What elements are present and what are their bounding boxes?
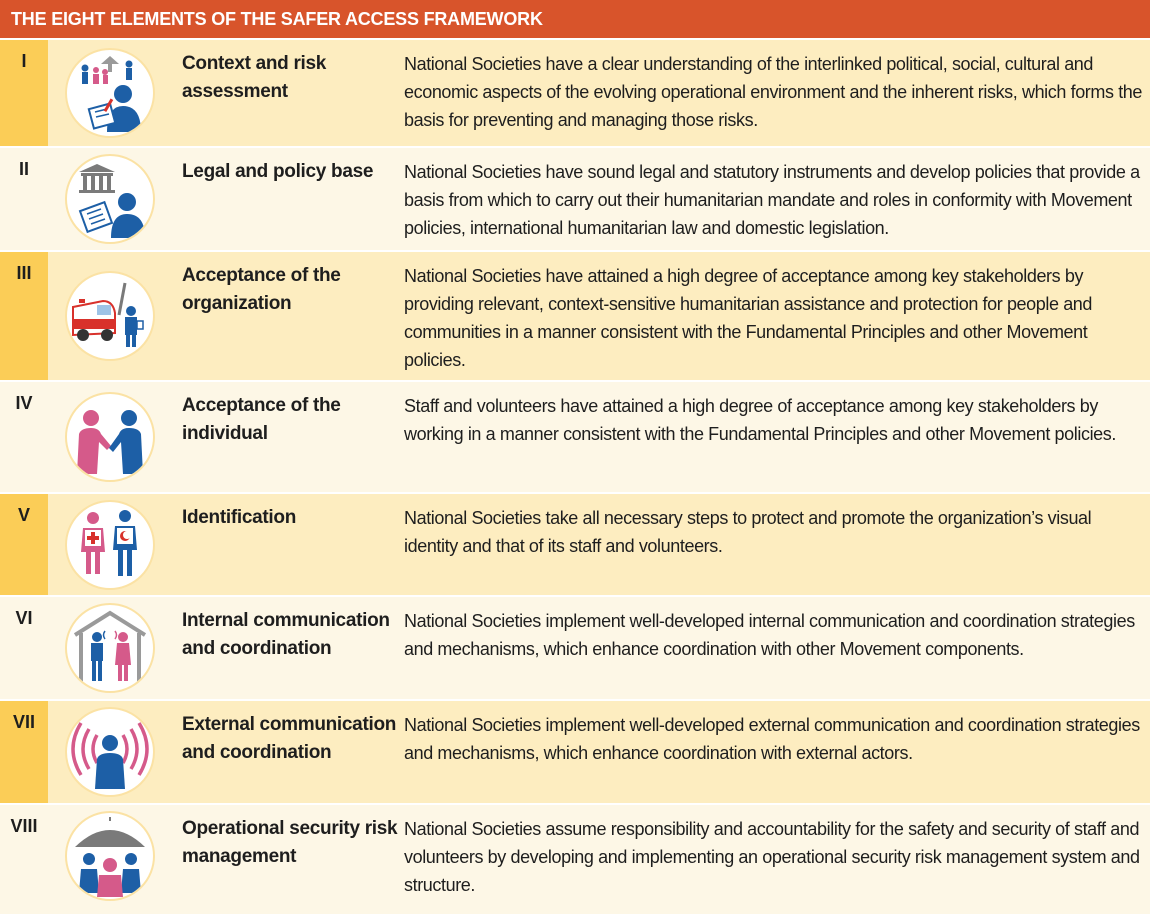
table-row: [0, 494, 1150, 595]
element-title: Context and risk assessment: [182, 53, 327, 102]
table-header: [0, 0, 1150, 38]
umbrella-protection-icon: [48, 805, 172, 906]
row-numeral: III: [0, 252, 48, 380]
element-description: National Societies have attained a high degree of acceptance among key stakeholders by providing relevant, context-sensitive humanitarian assistance and protection for people and communities in a manner consistent with the Fundamental Principles and other Movement policies.: [404, 266, 1093, 370]
row-numeral: V: [0, 494, 48, 595]
legal-policy-base-icon: [48, 148, 172, 250]
table-row: [0, 148, 1150, 250]
internal-communication-icon: [48, 597, 172, 699]
row-numeral: VI: [0, 597, 48, 699]
table-title: THE EIGHT ELEMENTS OF THE SAFER ACCESS FRAMEWORK: [11, 9, 543, 29]
element-title: Operational security risk management: [182, 818, 398, 867]
element-description: National Societies have sound legal and statutory instruments and develop policies that provide a basis from which to carry out their humanitarian mandate and roles in conformity with Movement policies, international humanitarian law and domestic legislation.: [404, 162, 1140, 238]
element-title: External communication and coordination: [182, 714, 397, 763]
external-communication-icon: [48, 701, 172, 803]
row-numeral: I: [0, 40, 48, 146]
row-numeral: IV: [0, 382, 48, 492]
element-description: National Societies implement well-developed internal communication and coordination strategies and mechanisms, which enhance coordination with other Movement components.: [404, 611, 1135, 659]
table-row: [0, 805, 1150, 914]
element-title: Acceptance of the individual: [182, 395, 341, 444]
element-description: National Societies implement well-developed external communication and coordination strategies and mechanisms, which enhance coordination with external actors.: [404, 715, 1140, 763]
row-numeral: II: [0, 148, 48, 250]
element-title: Identification: [182, 507, 297, 528]
table-row: [0, 597, 1150, 699]
row-numeral: VII: [0, 701, 48, 803]
element-title: Acceptance of the organization: [182, 265, 341, 314]
handshake-icon: [48, 382, 172, 492]
red-cross-crescent-volunteers-icon: [48, 494, 172, 595]
table-row: [0, 40, 1150, 146]
element-description: National Societies have a clear understanding of the interlinked political, social, cultural and economic aspects of the evolving operational environment and the inherent risks, which forms the basis for preventing and managing those risks.: [404, 54, 1143, 130]
element-title: Internal communication and coordination: [182, 610, 390, 659]
element-description: Staff and volunteers have attained a high degree of acceptance among key stakeholders by working in a manner consistent with the Fundamental Principles and other Movement policies.: [404, 396, 1116, 444]
row-numeral: VIII: [0, 805, 48, 906]
element-description: National Societies take all necessary steps to protect and promote the organization’s visual identity and that of its staff and volunteers.: [404, 508, 1092, 556]
element-title: Legal and policy base: [182, 161, 374, 182]
table-row: [0, 382, 1150, 492]
table-row: [0, 252, 1150, 380]
element-description: National Societies assume responsibility and accountability for the safety and security of staff and volunteers by developing and implementing an operational security risk management system and structure.: [404, 819, 1140, 895]
table-row: [0, 701, 1150, 803]
elements-table: [0, 40, 1150, 914]
context-risk-assessment-icon: [48, 40, 172, 146]
ambulance-icon: [48, 252, 172, 380]
